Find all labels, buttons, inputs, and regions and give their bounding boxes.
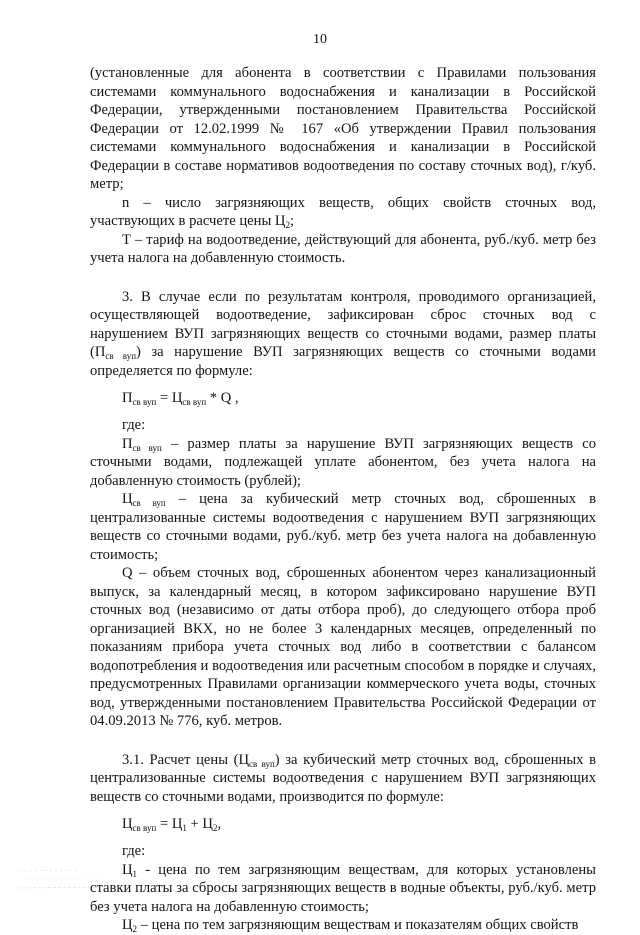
definition-price-1 — [90, 861, 596, 917]
section-3-1-text-b: ) за кубический метр сточных вод, сброшенных в централизованные системы водоотведения с нарушением ВУП загрязняющих веществ со сточными водами, производится по формуле: — [90, 751, 596, 805]
formula-payment-p: П — [122, 390, 133, 406]
definition-price-symbol: Ц — [122, 491, 133, 507]
formula-price-c1-sub: 1 — [182, 823, 187, 833]
formula-payment-rest: * Q , — [206, 390, 239, 406]
formula-price-plus: + Ц — [186, 816, 213, 832]
scan-artifact — [10, 865, 130, 895]
formula-payment-eq: = Ц — [156, 390, 183, 406]
page-number: 10 — [313, 32, 327, 47]
definition-payment-symbol: П — [122, 435, 133, 452]
formula-payment-c-sub: св вуп — [182, 397, 207, 407]
formula-payment — [90, 380, 596, 416]
formula-price-c: Ц — [122, 816, 133, 832]
formula-price-end: , — [217, 816, 222, 832]
definition-price-2-text: – цена по тем загрязняющим веществам и показателям общих свойств — [137, 917, 579, 933]
definition-payment-text: – размер платы за нарушение ВУП загрязняющих веществ со сточными водами, подлежащей уплате абонентом, без учета налога на добавленную стоимость (рублей); — [90, 435, 596, 489]
paragraph-section-3 — [90, 288, 596, 381]
n-definition-end: ; — [289, 213, 295, 229]
formula-price-c2-sub: 2 — [212, 823, 218, 833]
definition-price-2 — [90, 916, 596, 935]
definition-payment — [90, 435, 596, 491]
n-definition-text: n – число загрязняющих веществ, общих свойств сточных вод, участвующих в расчете цены Ц — [90, 194, 596, 229]
definition-volume: Q – объем сточных вод, сброшенных абонентом через канализационный выпуск, за календарный месяц, в котором зафиксировано нарушение ВУП сточных вод (независимо от даты отбора проб), до следующего отбора проб организацией ВКХ, но не более 3 календарных месяцев, определенный по показаниям прибора учета сточных вод либо в соответствии с балансом водопотребления и водоотведения или расчетным способом в порядке и случаях, предусмотренных Правилами организации коммерческого учета воды, сточных вод, утвержденными постановлением Правительства Российской Федерации от 04.09.2013 № 776, куб. метров. — [90, 565, 596, 729]
definition-payment-subscript: св вуп — [132, 442, 162, 453]
definition-price-1-text: - цена по тем загрязняющим веществам, для которых установлены ставки платы за сбросы загрязняющих веществ в водные объекты, руб./куб. метр без учета налога на добавленную стоимость; — [90, 861, 596, 915]
where-label-2: где: — [122, 843, 146, 859]
formula-price-c-sub: св вуп — [132, 823, 157, 833]
document-body — [90, 64, 596, 935]
definition-price-2-symbol: Ц — [122, 917, 133, 933]
n-definition-subscript: 2 — [285, 220, 290, 230]
section-3-text-a: 3. В случае если по результатам контроля, проводимого организацией, осуществляющей водоотведение, зафиксирован сброс сточных вод с нарушением ВУП загрязняющих веществ со сточными водами, размер платы (П — [90, 288, 596, 360]
definition-price-2-subscript: 2 — [132, 924, 138, 934]
formula-price-eq: = Ц — [156, 816, 183, 832]
section-3-subscript: св вуп — [105, 351, 137, 361]
paragraph-section-3-1 — [90, 751, 596, 807]
section-3-1-subscript: св вуп — [249, 758, 275, 769]
section-3-1-text-a: 3.1. Расчет цены (Ц — [122, 751, 250, 768]
formula-price — [90, 806, 596, 842]
formula-payment-p-sub: св вуп — [132, 397, 157, 407]
paragraph-gap — [90, 731, 596, 751]
paragraph-normatives-continued: (установленные для абонента в соответствии с Правилами пользования системами коммунального водоснабжения и канализации в Российской Федерации, утвержденными постановлением Правительства Российской Федерации от 12.02.1999 № 167 «Об утверждении Правил пользования системами коммунального водоснабжения и канализации в Российской Федерации в составе нормативов водоотведения по составу сточных вод), г/куб. метр; — [90, 65, 596, 192]
paragraph-gap — [90, 268, 596, 288]
definition-price-1-symbol: Ц — [122, 861, 133, 878]
where-label-1: где: — [122, 417, 146, 433]
paragraph-n-definition — [90, 194, 596, 231]
definition-price-text: – цена за кубический метр сточных вод, сброшенных в централизованные системы водоотведения с нарушением ВУП загрязняющих веществ со сточными водами, руб./куб. метр без учета налога на добавленную стоимость; — [90, 491, 596, 563]
definition-price-subscript: св вуп — [132, 498, 166, 508]
section-3-text-b: ) за нарушение ВУП загрязняющих веществ со сточными водами определяется по формуле: — [90, 344, 596, 379]
definition-price — [90, 490, 596, 564]
definition-price-1-subscript: 1 — [132, 868, 138, 879]
paragraph-t-definition: Т – тариф на водоотведение, действующий для абонента, руб./куб. метр без учета налога на добавленную стоимость. — [90, 231, 596, 266]
